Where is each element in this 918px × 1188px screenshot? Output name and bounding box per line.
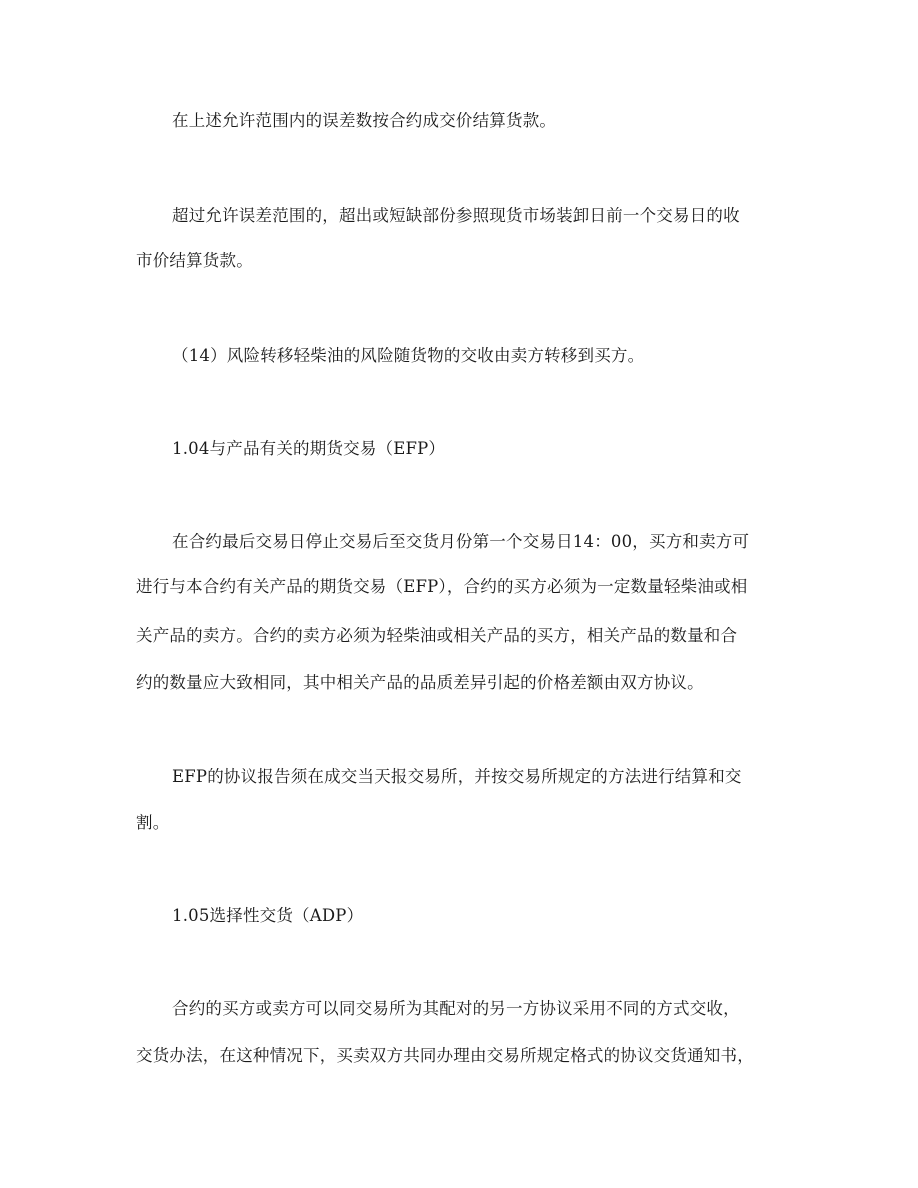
paragraph-5-line-2: 进行与本合约有关产品的期货交易（EFP），合约的买方必须为一定数量轻柴油或相 xyxy=(136,577,748,596)
paragraph-8-line-1: 合约的买方或卖方可以同交易所为其配对的另一方协议采用不同的方式交收， xyxy=(172,999,740,1018)
paragraph-3-line-1: （14）风险转移轻柴油的风险随货物的交收由卖方转移到买方。 xyxy=(172,346,645,365)
paragraph-5-line-1: 在合约最后交易日停止交易后至交货月份第一个交易日14：00，买方和卖方可 xyxy=(172,532,750,551)
paragraph-8-line-2: 交货办法，在这种情况下，买卖双方共同办理由交易所规定格式的协议交货通知书， xyxy=(136,1046,754,1065)
paragraph-5-line-3: 关产品的卖方。合约的卖方必须为轻柴油或相关产品的买方，相关产品的数量和合 xyxy=(136,626,738,645)
paragraph-2-line-1: 超过允许误差范围的，超出或短缺部份参照现货市场装卸日前一个交易日的收 xyxy=(172,206,740,225)
paragraph-6-line-2: 割。 xyxy=(136,813,170,832)
paragraph-6-line-1: EFP的协议报告须在成交当天报交易所，并按交易所规定的方法进行结算和交 xyxy=(172,767,742,786)
paragraph-2-line-2: 市价结算货款。 xyxy=(136,251,253,270)
paragraph-1-line-1: 在上述允许范围内的误差数按合约成交价结算货款。 xyxy=(172,111,557,130)
paragraph-5-line-4: 约的数量应大致相同，其中相关产品的品质差异引起的价格差额由双方协议。 xyxy=(136,673,704,692)
section-heading-1-04: 1.04与产品有关的期货交易（EFP） xyxy=(172,439,446,458)
section-heading-1-05: 1.05选择性交货（ADP） xyxy=(172,906,364,925)
